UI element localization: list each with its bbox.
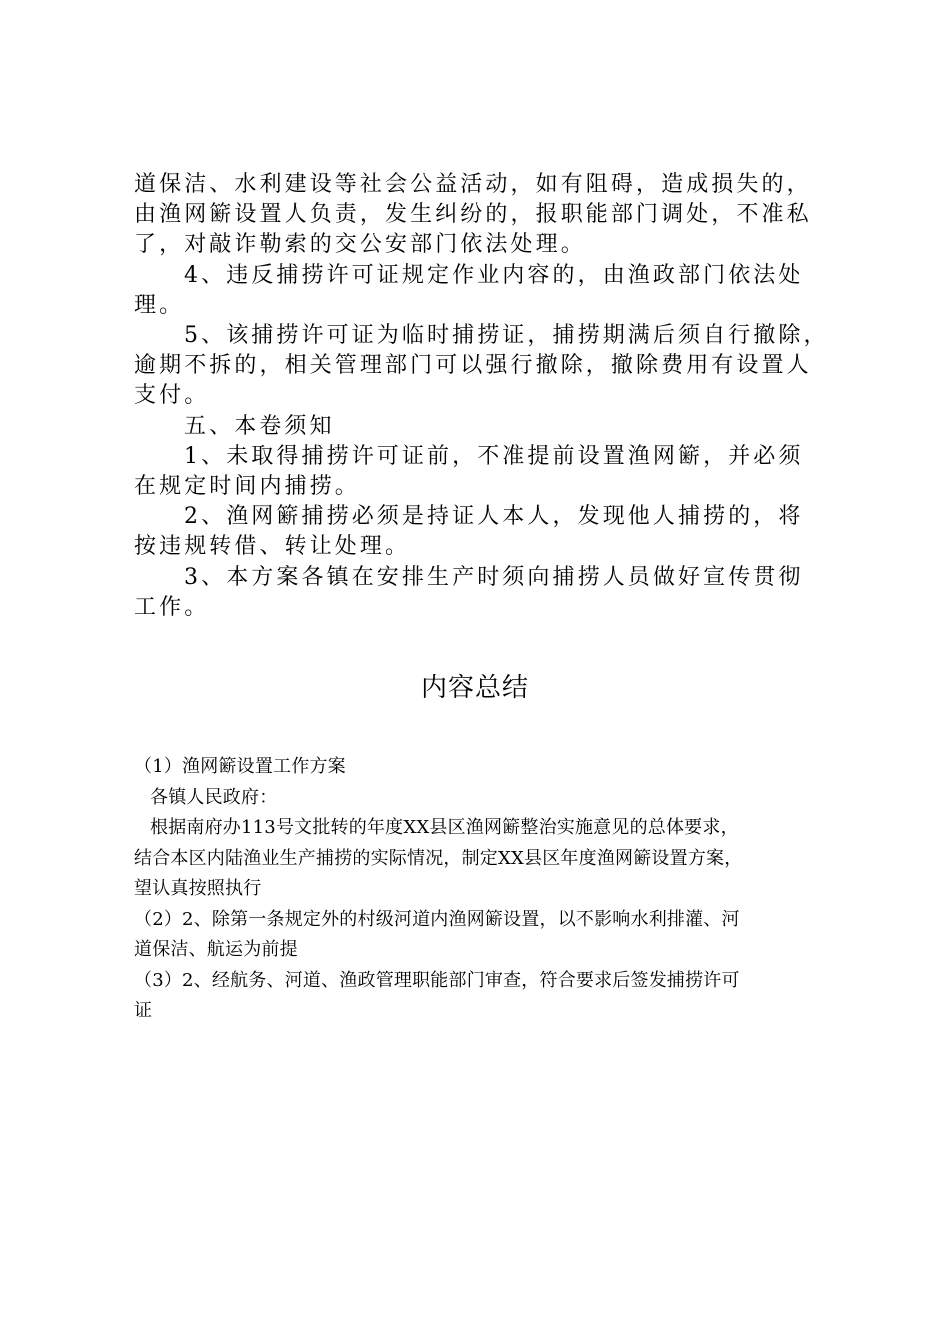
body-line: 3、本方案各镇在安排生产时须向捕捞人员做好宣传贯彻 bbox=[184, 564, 804, 590]
summary-line: 结合本区内陆渔业生产捕捞的实际情况，制定XX县区年度渔网簖设置方案， bbox=[134, 847, 743, 869]
body-line: 1、未取得捕捞许可证前，不准提前设置渔网簖，并必须 bbox=[184, 443, 804, 469]
body-line: 工作。 bbox=[134, 594, 210, 620]
section-heading: 五、本卷须知 bbox=[184, 413, 335, 439]
body-line: 理。 bbox=[134, 292, 185, 318]
body-line: 了，对敲诈勒索的交公安部门依法处理。 bbox=[134, 232, 586, 258]
summary-line: 证 bbox=[134, 1000, 153, 1021]
body-line: 按违规转借、转让处理。 bbox=[134, 534, 411, 560]
summary-line: （3）2、经航务、河道、渔政管理职能部门审查，符合要求后签发捕捞许可 bbox=[134, 969, 740, 991]
body-line: 5、该捕捞许可证为临时捕捞证，捕捞期满后须自行撤除， bbox=[184, 323, 829, 349]
body-line: 在规定时间内捕捞。 bbox=[134, 474, 360, 500]
body-line: 逾期不拆的，相关管理部门可以强行撤除，撤除费用有设置人 bbox=[134, 353, 812, 379]
summary-line: 各镇人民政府： bbox=[150, 786, 278, 808]
summary-line: 望认真按照执行 bbox=[134, 878, 262, 899]
summary-line: （2）2、除第一条规定外的村级河道内渔网簖设置，以不影响水利排灌、河 bbox=[134, 908, 740, 930]
body-line: 支付。 bbox=[134, 383, 210, 409]
body-line: 2、渔网簖捕捞必须是持证人本人，发现他人捕捞的，将 bbox=[184, 504, 804, 530]
summary-title: 内容总结 bbox=[420, 673, 529, 703]
body-line: 4、违反捕捞许可证规定作业内容的，由渔政部门依法处 bbox=[184, 262, 804, 288]
body-line: 由渔网簖设置人负责，发生纠纷的，报职能部门调处，不准私 bbox=[134, 202, 812, 228]
summary-line: 根据南府办113号文批转的年度XX县区渔网簖整治实施意见的总体要求， bbox=[150, 817, 739, 838]
body-line: 道保洁、水利建设等社会公益活动，如有阻碍，造成损失的， bbox=[134, 172, 812, 197]
summary-line: （1）渔网簖设置工作方案 bbox=[134, 756, 346, 777]
document-body bbox=[134, 170, 829, 623]
summary-body bbox=[134, 752, 824, 1027]
summary-line: 道保洁、航运为前提 bbox=[134, 939, 298, 960]
